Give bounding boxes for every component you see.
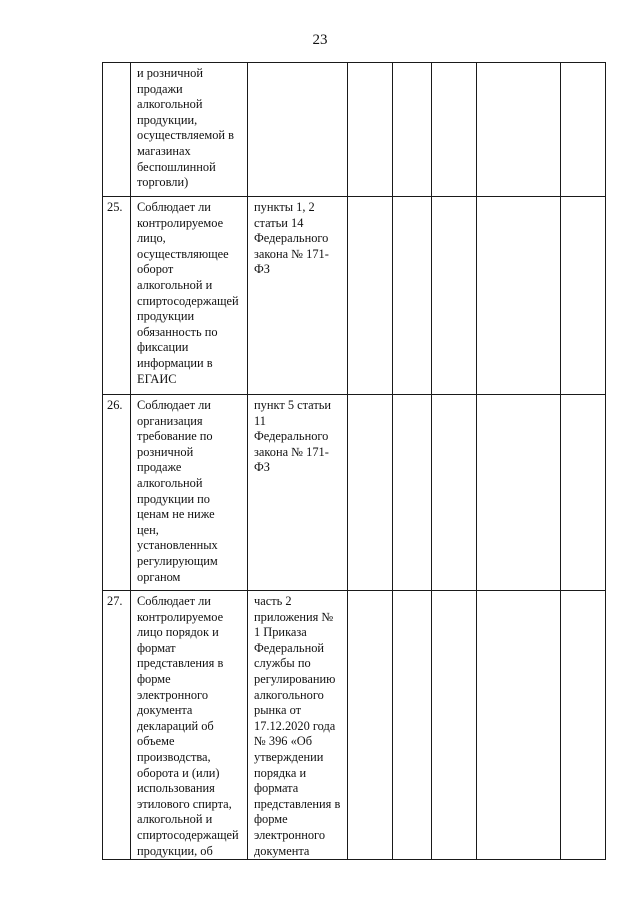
empty-cell [432,395,477,591]
empty-cell [561,591,606,860]
empty-cell [348,591,393,860]
checklist-table [102,62,606,860]
reference-cell: часть 2 приложения № 1 Приказа Федеральной службы по регулированию алкогольного рынка от 17.12.2020 года № 396 «Об утверждении порядка и формата представления в форме электронного документа [248,591,348,860]
row-number-cell [103,63,131,197]
empty-cell [432,63,477,197]
empty-cell [477,63,561,197]
row-number-cell: 26. [103,395,131,591]
table-row [103,395,606,591]
question-cell: и розничной продажи алкогольной продукции, осуществляемой в магазинах беспошлинной торговли) [131,63,248,197]
question-cell: Соблюдает ли контролируемое лицо, осуществляющее оборот алкогольной и спиртосодержащей продукции обязанность по фиксации информации в ЕГАИС [131,197,248,395]
empty-cell [432,197,477,395]
empty-cell [348,395,393,591]
empty-cell [348,197,393,395]
empty-cell [393,591,432,860]
table-row [103,197,606,395]
empty-cell [348,63,393,197]
empty-cell [393,197,432,395]
reference-cell: пункт 5 статьи 11 Федерального закона № 171- ФЗ [248,395,348,591]
empty-cell [561,197,606,395]
table-row [103,591,606,860]
empty-cell [432,591,477,860]
page-number: 23 [312,32,328,48]
table-row-continuation [103,63,606,197]
empty-cell [561,395,606,591]
row-number-cell: 25. [103,197,131,395]
empty-cell [477,197,561,395]
empty-cell [477,395,561,591]
empty-cell [477,591,561,860]
empty-cell [393,395,432,591]
reference-cell [248,63,348,197]
empty-cell [393,63,432,197]
row-number-cell: 27. [103,591,131,860]
question-cell: Соблюдает ли организация требование по розничной продаже алкогольной продукции по ценам не ниже цен, установленных регулирующим органом [131,395,248,591]
reference-cell: пункты 1, 2 статьи 14 Федерального закона № 171- ФЗ [248,197,348,395]
empty-cell [561,63,606,197]
question-cell: Соблюдает ли контролируемое лицо порядок и формат представления в форме электронного документа деклараций об объеме производства, оборота и (или) использования этилового спирта, алкогольной и спиртосодержащей продукции, об [131,591,248,860]
